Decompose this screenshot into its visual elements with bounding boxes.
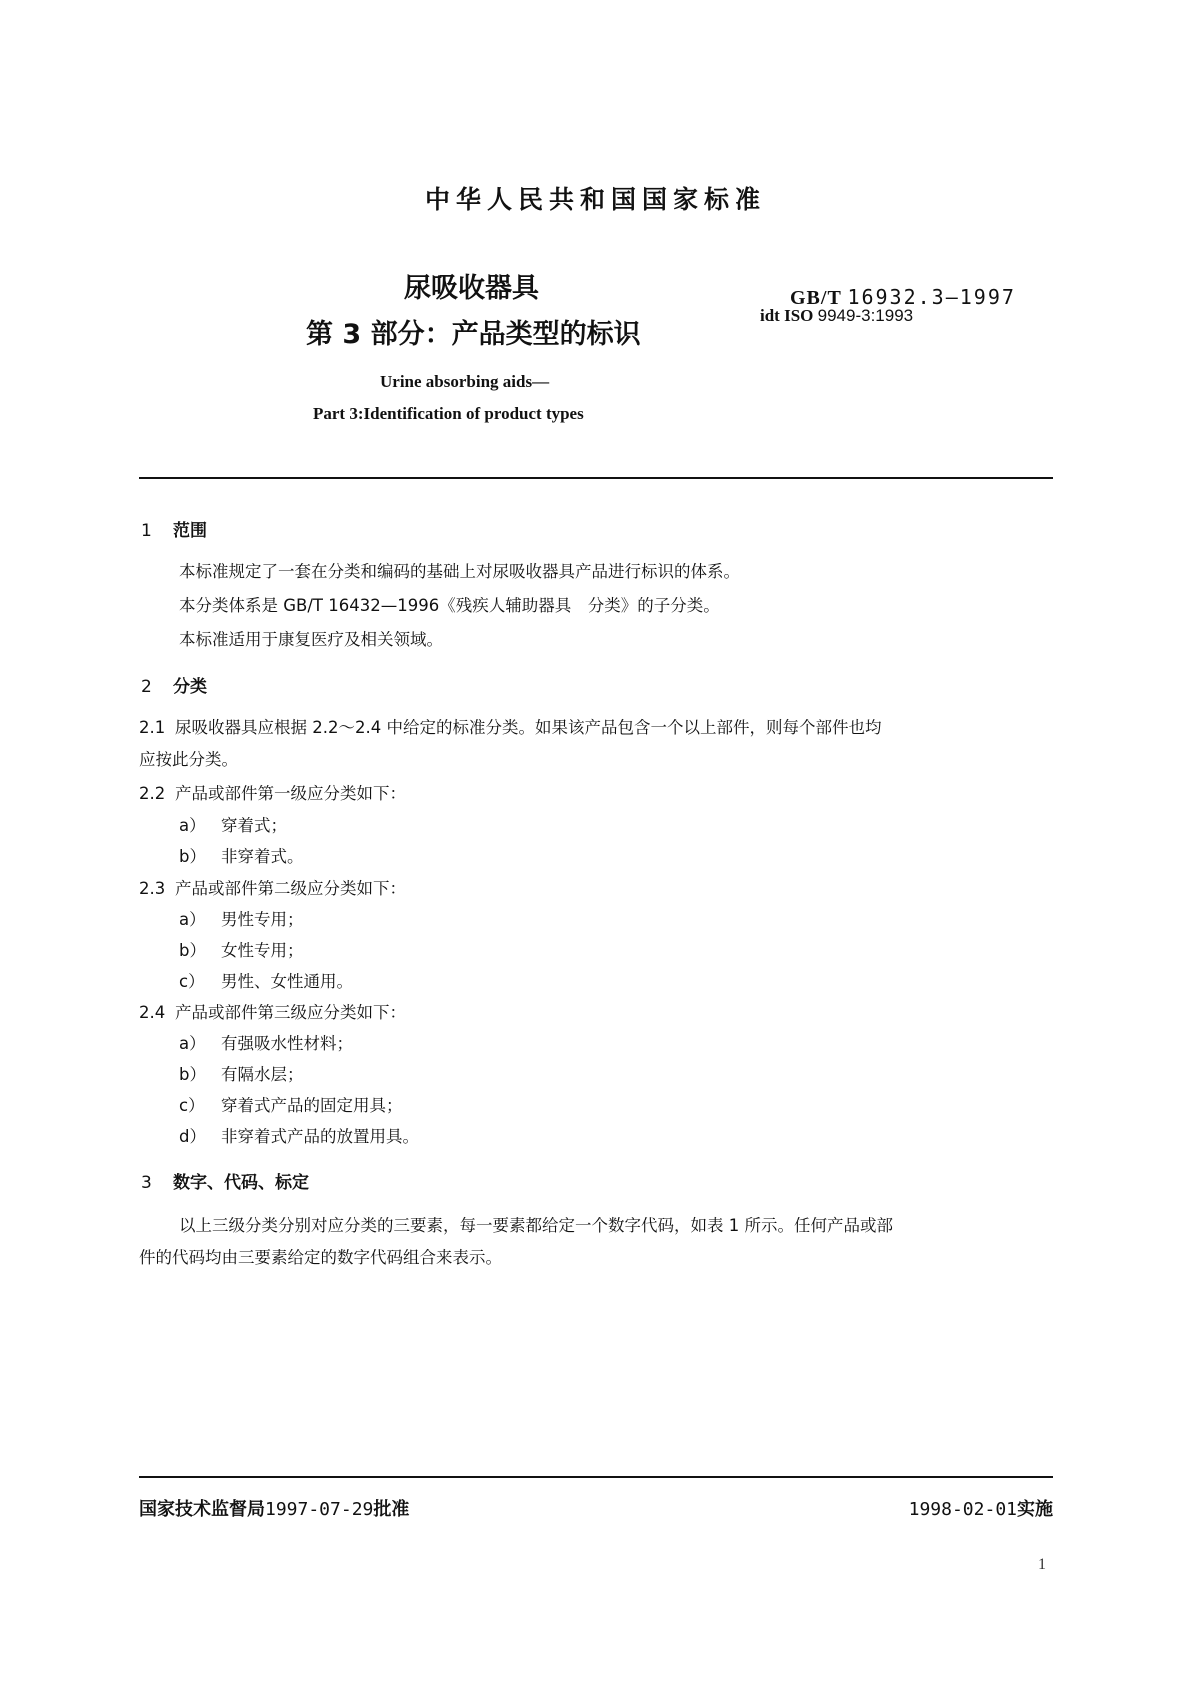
clause-2-4-number: 2.4 [139,1003,166,1022]
list-item-letter: a） [179,1034,206,1053]
clause-2-2-text: 产品或部件第一级应分类如下： [175,784,406,803]
list-item-text: 穿着式； [221,816,287,835]
page-number: 1 [1038,1556,1046,1573]
section1-number: 1 [141,521,152,541]
clause-2-4-text: 产品或部件第三级应分类如下： [175,1003,406,1022]
section1-paragraph-1: 本标准规定了一套在分类和编码的基础上对尿吸收器具产品进行标识的体系。 [179,562,740,581]
list-item-letter: b） [179,941,206,960]
idt-code: 9949-3:1993 [817,306,914,325]
section3-paragraph-line1: 以上三级分类分别对应分类的三要素，每一要素都给定一个数字代码，如表 1 所示。任何产品或部 [179,1216,893,1235]
list-item-text: 穿着式产品的固定用具； [221,1096,403,1115]
effective-date: 1998-02-01 [908,1499,1017,1520]
clause-2-1 [139,714,881,738]
effective-label: 实施 [1017,1499,1053,1520]
issuer: 国家技术监督局 [139,1499,265,1520]
list-item-letter: a） [179,816,206,835]
list-item-letter: d） [179,1127,206,1146]
section3-title: 数字、代码、标定 [173,1173,309,1193]
clause-2-3-number: 2.3 [139,879,166,898]
list-item-letter: a） [179,910,206,929]
identical-standard [760,306,913,326]
list-item [179,1030,353,1054]
clause-2-2 [139,780,406,804]
list-item-text: 非穿着式。 [221,847,304,866]
list-item [179,1061,304,1085]
section3-paragraph-line2: 件的代码均由三要素给定的数字代码组合来表示。 [139,1248,502,1267]
clause-2-2-number: 2.2 [139,784,166,803]
clause-2-3 [139,875,406,899]
clause-2-3-text: 产品或部件第二级应分类如下： [175,879,406,898]
effective-info [909,1495,1053,1521]
list-item-text: 女性专用； [221,941,304,960]
standard-prefix: GB/T [790,287,842,309]
standard-code: 16932.3—1997 [847,285,1016,309]
section3-number: 3 [141,1173,152,1193]
list-item [179,1123,419,1147]
cn-title-line2: 第 3 部分：产品类型的标识 [306,319,641,350]
list-item-text: 非穿着式产品的放置用具。 [221,1127,419,1146]
list-item [179,968,353,992]
approve-date: 1997-07-29 [265,1499,374,1520]
section1-heading [141,516,207,541]
list-item [179,937,304,961]
list-item-text: 男性专用； [221,910,304,929]
clause-2-4 [139,999,406,1023]
en-title-line1: Urine absorbing aids— [380,372,550,391]
cn-title-line1: 尿吸收器具 [404,273,539,304]
en-title-line2: Part 3:Identification of product types [313,404,584,423]
approve-label: 批准 [373,1499,410,1520]
section1-title: 范围 [173,521,207,541]
list-item [179,843,304,867]
list-item-letter: b） [179,1065,206,1084]
list-item-letter: b） [179,847,206,866]
approval-info [139,1495,409,1521]
section2-title: 分类 [173,677,207,697]
section1-paragraph-3: 本标准适用于康复医疗及相关领域。 [179,630,443,649]
footer-divider [139,1476,1053,1478]
section1-paragraph-2: 本分类体系是 GB/T 16432—1996《残疾人辅助器具 分类》的子分类。 [179,596,720,615]
list-item-letter: c） [179,972,205,991]
list-item [179,1092,403,1116]
list-item-text: 有强吸水性材料； [221,1034,353,1053]
list-item-text: 有隔水层； [221,1065,304,1084]
clause-2-1-continued: 应按此分类。 [139,750,238,769]
clause-2-1-number: 2.1 [139,718,166,737]
section3-heading [141,1168,309,1193]
list-item [179,906,304,930]
section2-heading [141,672,207,697]
section2-number: 2 [141,677,152,697]
national-standard-heading: 中华人民共和国国家标准 [424,185,766,214]
clause-2-1-text: 尿吸收器具应根据 2.2～2.4 中给定的标准分类。如果该产品包含一个以上部件，则每个部件也均 [175,718,882,737]
list-item [179,812,287,836]
list-item-text: 男性、女性通用。 [221,972,353,991]
header-divider [139,477,1053,479]
list-item-letter: c） [179,1096,205,1115]
idt-prefix: idt ISO [760,306,814,325]
